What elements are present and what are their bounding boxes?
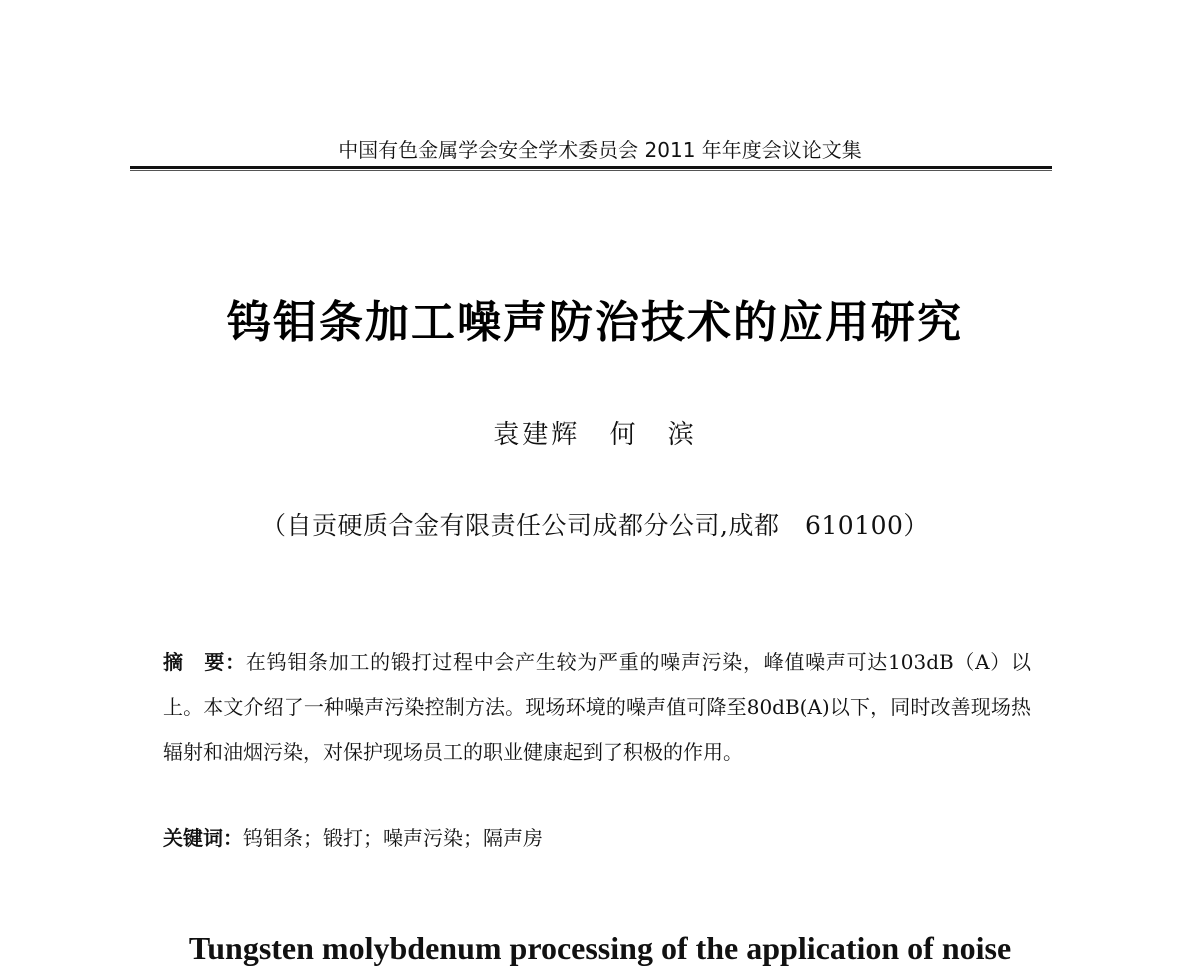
keywords <box>163 822 1031 854</box>
keywords-label: 关键词： <box>163 826 243 850</box>
running-header: 中国有色金属学会安全学术委员会 2011 年年度会议论文集 <box>338 138 862 162</box>
authors: 袁建辉 何 滨 <box>493 420 697 450</box>
abstract-label: 摘 要： <box>163 650 246 674</box>
paper-title: 钨钼条加工噪声防治技术的应用研究 <box>227 297 963 348</box>
header-rule-thin <box>130 170 1052 171</box>
abstract <box>163 640 1031 775</box>
keywords-text: 钨钼条；锻打；噪声污染；隔声房 <box>243 826 543 850</box>
header-rule <box>130 166 1052 169</box>
affiliation: （自贡硬质合金有限责任公司成都分公司,成都 610100） <box>261 511 929 540</box>
abstract-text: 在钨钼条加工的锻打过程中会产生较为严重的噪声污染，峰值噪声可达103dB（A）以上。本文介绍了一种噪声污染控制方法。现场环境的噪声值可降至80dB(A)以下，同时改善现场热辐射和油烟污染，对保护现场员工的职业健康起到了积极的作用。 <box>163 650 1031 764</box>
english-title: Tungsten molybdenum processing of the application of noise <box>188 930 1012 966</box>
